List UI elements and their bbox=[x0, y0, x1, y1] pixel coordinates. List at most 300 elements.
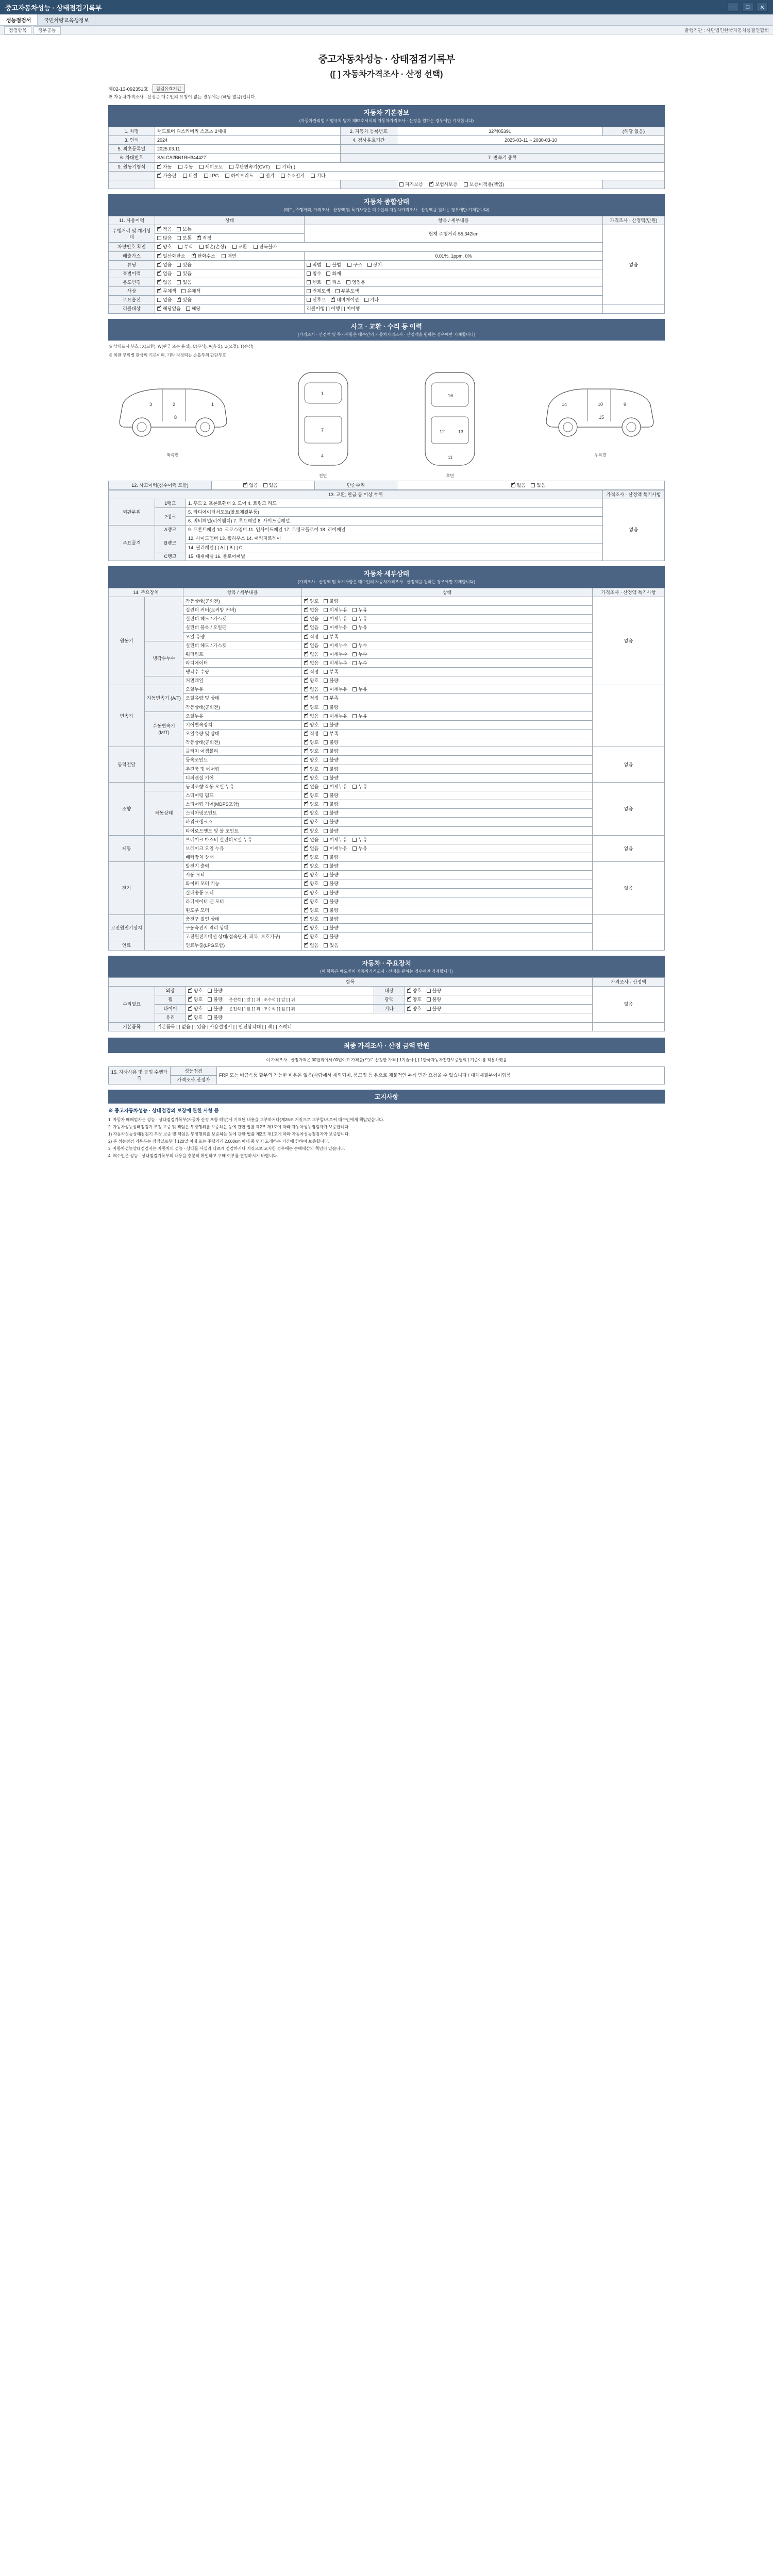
subgroup-label-6-0 bbox=[145, 915, 183, 941]
field-label-no-plate-note: (해당 없음) bbox=[603, 127, 665, 136]
tier-label-1: 1랭크 bbox=[155, 499, 186, 507]
table-row bbox=[109, 853, 665, 862]
header-major-device: 14. 주요장치 bbox=[109, 588, 183, 597]
table-row bbox=[109, 260, 665, 269]
row-label-repair-needed: 수리필요 bbox=[109, 986, 155, 1022]
row-label-options: 주요옵션 bbox=[109, 296, 155, 304]
row-detail-usage-change: 렌트 리스 영업용 bbox=[305, 278, 603, 286]
row-price-overall: 없음 bbox=[603, 225, 665, 304]
table-basic-info bbox=[108, 127, 665, 189]
row-detail-color: 전체도색 부분도색 bbox=[305, 287, 603, 296]
disclosure-p3: 2) 본 성능점검 기록부는 점검일로부터 120일 이내 또는 주행거리 2,000km 이내 중 먼저 도래하는 기간에 한하여 보증합니다. bbox=[108, 1139, 329, 1144]
row-value-color: ✔ 무채색 유채색 bbox=[155, 287, 305, 296]
header-condition-price: 가격조사 · 산정액 bbox=[593, 977, 665, 986]
detail-item-label: 타이로드엔드 및 볼 조인트 bbox=[183, 826, 302, 835]
row-value-simple-repair: ✔ 없음 있음 bbox=[397, 481, 665, 489]
row-detail-special-history: 침수 화재 bbox=[305, 269, 603, 278]
toolbar bbox=[0, 26, 773, 35]
header-condition-items: 항목 bbox=[109, 977, 593, 986]
table-row bbox=[109, 154, 665, 162]
maximize-icon[interactable]: □ bbox=[742, 3, 753, 12]
cell-label-exterior: 외장 bbox=[155, 986, 186, 995]
row-value-special-history: ✔ 없음 있음 bbox=[155, 269, 305, 278]
detail-item-state[interactable]: ✔ 양호 불량 bbox=[302, 871, 593, 879]
detail-item-state[interactable]: ✔ 양호 불량 bbox=[302, 676, 593, 685]
cell-label-window: 유리 bbox=[155, 1013, 186, 1022]
car-view-left-caption: 좌측면 bbox=[166, 452, 179, 457]
detail-item-label: 워터펌프 bbox=[183, 650, 302, 658]
document-body bbox=[108, 52, 665, 1159]
final-price-band: 최종 가격조사 · 산정 금액 만원 bbox=[108, 1038, 665, 1053]
detail-item-state[interactable]: ✔ 양호 불량 bbox=[302, 703, 593, 711]
issue-number: 제02-13-092351호 bbox=[108, 87, 148, 92]
tier-items-b1: 12. 사이드멤버 13. 휠하우스 14. 패키지트레이 bbox=[186, 534, 603, 543]
detail-item-label: 추진축 및 베어링 bbox=[183, 765, 302, 773]
table-row bbox=[109, 818, 665, 826]
subgroup-label-4-0 bbox=[145, 835, 183, 861]
detail-item-state[interactable]: ✔ 적정 부족 bbox=[302, 668, 593, 676]
field-value-inspection-period: 2025-03-11 ~ 2030-03-10 bbox=[397, 136, 665, 145]
subgroup-label-5-0 bbox=[145, 862, 183, 915]
tier-label-a: A랭크 bbox=[155, 526, 186, 534]
subgroup-label-0-2 bbox=[145, 676, 183, 685]
minimize-icon[interactable]: ─ bbox=[728, 3, 739, 12]
table-row bbox=[109, 543, 665, 552]
table-row bbox=[109, 623, 665, 632]
table-row bbox=[109, 738, 665, 747]
section-band-detail bbox=[108, 566, 665, 588]
detail-item-label: 연료누출(LPG포함) bbox=[183, 941, 302, 950]
detail-item-label: 스티어링조인트 bbox=[183, 809, 302, 818]
row-label-accident-history: 12. 사고이력(침수이력 포함) bbox=[109, 481, 212, 489]
car-view-front-caption: 전면 bbox=[318, 473, 327, 478]
svg-text:10: 10 bbox=[597, 401, 603, 407]
svg-text:3: 3 bbox=[149, 401, 153, 407]
detail-item-label: 배력장치 상태 bbox=[183, 853, 302, 862]
section-band-accident bbox=[108, 319, 665, 341]
disclosure-heading: ※ 중고자동차성능 · 상태점검의 보장에 관한 사항 등 bbox=[108, 1108, 219, 1114]
header-detail: 항목 / 세부내용 bbox=[305, 216, 603, 225]
detail-item-state[interactable]: ✔ 양호 불량 bbox=[302, 862, 593, 871]
table-row bbox=[109, 1013, 665, 1022]
detail-item-label: 실린더 헤드 / 가스켓 bbox=[183, 641, 302, 650]
disclosure-p4: 3. 자동차성능상태점검자는 자동차의 성능 · 상태를 사실과 다르게 점검하거나 거짓으로 고지한 경우에는 손해배상의 책임이 있습니다. bbox=[108, 1146, 345, 1151]
table-row bbox=[109, 597, 665, 605]
tier-items-c: 15. 대쉬패널 16. 플로어패널 bbox=[186, 552, 603, 561]
section-title-overall: 자동차 종합상태 bbox=[364, 198, 409, 206]
detail-item-state[interactable]: ✔ 없음 미세누수 누수 bbox=[302, 650, 593, 658]
section-title-accident: 사고 · 교환 · 수리 등 이력 bbox=[351, 323, 422, 330]
table-row bbox=[109, 269, 665, 278]
field-label-car-name: 1. 차명 bbox=[109, 127, 155, 136]
detail-item-state[interactable]: ✔ 없음 미세누수 누수 bbox=[302, 658, 593, 667]
detail-item-state[interactable]: ✔ 없음 미세누수 누수 bbox=[302, 641, 593, 650]
detail-item-label: 작동상태(공회전) bbox=[183, 738, 302, 747]
detail-item-label: 시동 모터 bbox=[183, 871, 302, 879]
detail-item-label: 브레이크 마스터 실린더오일 누유 bbox=[183, 835, 302, 844]
disclosure-p5: 4. 매수인은 성능 · 상태점검기록부의 내용을 충분히 확인하고 구매 여부를 결정하시기 바랍니다. bbox=[108, 1154, 278, 1159]
detail-item-label: 작동상태(공회전) bbox=[183, 597, 302, 605]
detail-item-label: 실린더 헤드 / 가스켓 bbox=[183, 615, 302, 623]
final-price-note: 이 가격조사 · 산정가격은 00협회에서 00법이고 가격을(으)로 산정한 가격 [ 1기술사 ], [ 1한국자동차진단보증협회 ] 기준이를 적용하였음 bbox=[266, 1057, 507, 1062]
table-row bbox=[109, 756, 665, 765]
field-value-car-name: 랜드로버 디스커버리 스포츠 2세대 bbox=[155, 127, 341, 136]
table-row bbox=[109, 765, 665, 773]
table-detail-state bbox=[108, 588, 665, 951]
tier-label-b: B랭크 bbox=[155, 534, 186, 552]
svg-text:11: 11 bbox=[448, 454, 453, 460]
header-item-price: 가격조사 · 산정액 특기사항 bbox=[593, 588, 665, 597]
detail-item-label: 오일 유량 bbox=[183, 632, 302, 641]
svg-text:15: 15 bbox=[598, 414, 604, 420]
row-label-simple-repair: 단순수리 bbox=[315, 481, 397, 489]
car-front-svg bbox=[287, 367, 359, 470]
app-title-bar bbox=[0, 0, 773, 14]
tier-label-2: 2랭크 bbox=[155, 507, 186, 525]
field-value-fuel: ✔가솔린 디젤 LPG 하이브리드 전기 수소전지 기타 bbox=[155, 171, 665, 180]
detail-item-state[interactable]: ✔ 양호 불량 bbox=[302, 888, 593, 897]
row-value-mileage-1: ✔적음 보통 bbox=[155, 225, 305, 234]
detail-item-label: 파워크랭크스 bbox=[183, 818, 302, 826]
detail-item-label: 라디에이터 bbox=[183, 658, 302, 667]
group-label-4: 제동 bbox=[109, 835, 145, 861]
field-label-price-estimate bbox=[603, 180, 665, 189]
subgroup-label-7-0 bbox=[145, 941, 183, 950]
detail-item-state[interactable]: ✔ 양호 불량 bbox=[302, 879, 593, 888]
group-label-2: 동력전달 bbox=[109, 747, 145, 783]
cell-value-window: ✔ 양호 불량 bbox=[186, 1013, 593, 1022]
table-header-row bbox=[109, 977, 665, 986]
field-blank-1 bbox=[341, 145, 665, 154]
detail-item-state[interactable]: ✔ 양호 불량 bbox=[302, 747, 593, 756]
subgroup-label-3-0 bbox=[145, 782, 183, 791]
detail-price-0: 없음 bbox=[593, 597, 665, 685]
header-item-state: 상태 bbox=[302, 588, 593, 597]
row-label-color: 색상 bbox=[109, 287, 155, 296]
detail-item-state[interactable]: ✔ 없음 미세누유 누유 bbox=[302, 685, 593, 694]
field-label-first-reg: 5. 최초등록일 bbox=[109, 145, 155, 154]
detail-item-state[interactable]: ✔ 양호 불량 bbox=[302, 738, 593, 747]
field-value-vin: SALCA2BN1RH344427 bbox=[155, 154, 341, 162]
row-value-options: 없음 ✔ 있음 bbox=[155, 296, 305, 304]
detail-item-state[interactable]: ✔ 양호 불량 bbox=[302, 924, 593, 933]
table-header-row bbox=[109, 588, 665, 597]
sign-note-text: FRP 또는 비금속품 할부의 가능한 비용은 없음(사람에서 제외되며, 품고정 등 용으로 체불적인 부식 민간 요청을 수 있습니다 / 대체재질부여여업품 bbox=[217, 1066, 665, 1084]
row-label-mileage: 주행거리 및 계기상태 bbox=[109, 225, 155, 243]
page-subtitle: ([ ] 자동차가격조사 · 산정 선택) bbox=[330, 70, 443, 79]
tab-performance-report[interactable]: 성능점검서 bbox=[0, 14, 38, 25]
tier-items-1: 1. 후드 2. 프론트휀더 3. 도어 4. 트렁크 리드 bbox=[186, 499, 603, 507]
disclosure-notes bbox=[108, 1108, 665, 1159]
table-row bbox=[109, 676, 665, 685]
detail-item-label: 브레이크 오일 누유 bbox=[183, 844, 302, 853]
accident-note-2: ※ 외판 부위별 판금의 기준이며, 기타 지정되는 손톱부위 판단부호 bbox=[108, 352, 226, 358]
row-label-basic-items: 기본품목 bbox=[109, 1022, 155, 1031]
detail-item-label: 와이퍼 모터 기능 bbox=[183, 879, 302, 888]
svg-text:4: 4 bbox=[321, 453, 324, 459]
table-row bbox=[109, 304, 665, 313]
detail-item-state[interactable]: ✔ 양호 불량 bbox=[302, 906, 593, 914]
disclosure-band: 고지사항 bbox=[108, 1090, 665, 1104]
tab-student-info[interactable]: 국민차량교육생정보 bbox=[38, 14, 95, 25]
table-row bbox=[109, 287, 665, 296]
issuing-org-text: 발행기관 : 사단법인한국자동차품질연합회 bbox=[684, 28, 769, 33]
svg-text:14: 14 bbox=[561, 401, 567, 407]
table-row bbox=[109, 1004, 665, 1013]
detail-item-state[interactable]: ✔ 양호 불량 bbox=[302, 720, 593, 729]
detail-item-label: 작동상태(공회전) bbox=[183, 703, 302, 711]
table-row bbox=[109, 915, 665, 924]
sign-label-estimator: 가격조사·산정자 bbox=[171, 1075, 217, 1084]
accident-note-1: ※ 상태표시 부호 : X(교환), W(판금 또는 용접), C(부식), A(흠집), U(요철), T(손상) bbox=[108, 344, 254, 349]
cell-value-interior: ✔ 양호 불량 bbox=[405, 986, 593, 995]
tier-items-b2: 14. 필러패널 [ ] A [ ] B [ ] C bbox=[186, 543, 603, 552]
detail-item-label: 윈도우 모터 bbox=[183, 906, 302, 914]
detail-item-label: 구동축전지 격리 상태 bbox=[183, 924, 302, 933]
detail-item-state[interactable]: ✔ 없음 있음 bbox=[302, 941, 593, 950]
car-right-svg bbox=[541, 367, 660, 450]
section-sub-accident: (가격조사 · 산정액 및 특기사항은 매수인의 자동차가격조사 · 산정액을 원하는 경우에만 기재합니다) bbox=[297, 332, 476, 337]
table-row bbox=[109, 826, 665, 835]
table-row bbox=[109, 1066, 665, 1075]
issue-note: ※ 자동차가격조사 · 산정은 매수인의 요청이 없는 경우에는 (해당 없음)입니다. bbox=[108, 94, 256, 99]
field-blank-2: 7. 변속기 종류 bbox=[341, 154, 665, 162]
group-label-5: 전기 bbox=[109, 862, 145, 915]
detail-item-state[interactable]: ✔ 양호 불량 bbox=[302, 915, 593, 924]
subgroup-label-1-0: 자동변속기 (A/T) bbox=[145, 685, 183, 711]
field-value-plate-no: 32저05391 bbox=[397, 127, 603, 136]
section-band-basic-info bbox=[108, 105, 665, 127]
detail-item-label: 실내송풍 모터 bbox=[183, 888, 302, 897]
section-band-condition bbox=[108, 956, 665, 977]
table-row bbox=[109, 534, 665, 543]
table-row bbox=[109, 517, 665, 526]
detail-item-state[interactable]: ✔ 적정 부족 bbox=[302, 632, 593, 641]
section-sub-overall: (매도, 주행거리, 가격조사 · 산정액 및 특기사항은 매수인의 자동차가격조사 · 산정액을 원하는 경우에만 기재합니다) bbox=[283, 207, 490, 212]
detail-price-3: 없음 bbox=[593, 782, 665, 835]
tier-items-3: 6. 쿼터패널(리어휀더) 7. 루프패널 8. 사이드실패널 bbox=[186, 517, 603, 526]
header-usage-history: 11. 사용이력 bbox=[109, 216, 155, 225]
table-row bbox=[109, 171, 665, 180]
row-detail-options: 선루프 ✔ 내비게이션 기타 bbox=[305, 296, 603, 304]
header-state: 상태 bbox=[155, 216, 305, 225]
detail-item-label: 실린더 커버(로커암 커버) bbox=[183, 606, 302, 615]
detail-item-state[interactable]: ✔ 양호 불량 bbox=[302, 826, 593, 835]
detail-item-state[interactable]: ✔ 양호 불량 bbox=[302, 853, 593, 862]
detail-item-label: 동력조향 작동 오일 누유 bbox=[183, 782, 302, 791]
detail-item-state[interactable]: ✔ 양호 불량 bbox=[302, 800, 593, 809]
table-row bbox=[109, 791, 665, 800]
cell-value-glass: ✔ 양호 불량 bbox=[405, 995, 593, 1004]
table-overall-state bbox=[108, 216, 665, 314]
table-header-row bbox=[109, 490, 665, 499]
detail-item-state[interactable]: ✔ 양호 불량 bbox=[302, 897, 593, 906]
disclosure-p0: 1. 자동차 매매업자는 성능 · 상태점검기록부(자동차 산정 포함 해당)에 기재된 내용을 교부하거나(제26조 거짓으로 교부할/으로써 매수인에게 책임있습니다. bbox=[108, 1117, 384, 1123]
table-row bbox=[109, 243, 665, 251]
row-price-recall bbox=[603, 304, 665, 313]
table-row bbox=[109, 641, 665, 650]
table-row bbox=[109, 995, 665, 1004]
detail-item-state[interactable]: ✔ 없음 미세누유 누유 bbox=[302, 606, 593, 615]
detail-item-state[interactable]: ✔ 양호 불량 bbox=[302, 756, 593, 765]
table-row bbox=[109, 296, 665, 304]
row-value-recall: ✔ 해당없음 해당 bbox=[155, 304, 305, 313]
section-sub-basic-info: (자동차관리법 시행규칙 별지 제82호서식의 자동차가격조사 · 산정을 원하는 경우에만 기재합니다) bbox=[299, 118, 474, 123]
car-view-right bbox=[541, 367, 660, 458]
table-row bbox=[109, 711, 665, 720]
row-value-vin-check: ✔ 양호 부식 훼손(손상) 교환 판독불가 bbox=[155, 243, 603, 251]
detail-item-label: 커먼레일 bbox=[183, 676, 302, 685]
section-title-basic-info: 자동차 기본정보 bbox=[364, 109, 409, 116]
table-signature bbox=[108, 1066, 665, 1084]
table-row bbox=[109, 481, 665, 489]
svg-text:2: 2 bbox=[173, 401, 176, 407]
header-price: 가격조사 · 산정액(만원) bbox=[603, 216, 665, 225]
row-value-mileage-2: 많음 보통 ✔ 적정 bbox=[155, 234, 305, 243]
detail-item-label: 고전원전기배선 상태(접속단자, 피복, 보호기구) bbox=[183, 933, 302, 941]
field-label-transmission: 9. 원동기형식 bbox=[109, 162, 155, 171]
toolbar-chips bbox=[4, 26, 61, 35]
table-accident-12 bbox=[108, 481, 665, 490]
detail-item-state[interactable]: ✔ 없음 미세누유 누유 bbox=[302, 711, 593, 720]
table-row bbox=[109, 933, 665, 941]
svg-text:13: 13 bbox=[458, 429, 464, 434]
detail-item-label: 냉각수 수량 bbox=[183, 668, 302, 676]
detail-item-state[interactable]: ✔ 없음 미세누유 누유 bbox=[302, 615, 593, 623]
table-row bbox=[109, 773, 665, 782]
detail-item-label: 오일유량 및 상태 bbox=[183, 694, 302, 703]
car-left-svg bbox=[113, 367, 232, 450]
detail-item-label: 디퍼렌셜 기어 bbox=[183, 773, 302, 782]
header-exchange-price: 가격조사 · 산정액 특기사항 bbox=[603, 490, 665, 499]
field-value-transmission: ✔ 자동 수동 세미오토 무단변속기(CVT) 기타( ) bbox=[155, 162, 665, 171]
row-detail-recall: 리콜이행 [ ] 이행 [ ] 미이행 bbox=[305, 304, 603, 313]
detail-item-label: 실린더 블록 / 오일팬 bbox=[183, 623, 302, 632]
app-title: 중고자동차성능 · 상태점검기록부 bbox=[5, 4, 102, 12]
detail-item-state[interactable]: ✔ 양호 불량 bbox=[302, 818, 593, 826]
table-row bbox=[109, 871, 665, 879]
svg-text:8: 8 bbox=[174, 414, 177, 420]
detail-price-7 bbox=[593, 941, 665, 950]
page-title: 중고자동차성능 · 상태점검기록부 bbox=[318, 54, 455, 65]
group-label-frame: 주요골격 bbox=[109, 526, 155, 561]
detail-price-1 bbox=[593, 685, 665, 747]
group-label-3: 조향 bbox=[109, 782, 145, 835]
tier-items-a: 9. 프론트패널 10. 크로스멤버 11. 인사이드패널 17. 트렁크플로어 18. 리어패널 bbox=[186, 526, 603, 534]
detail-price-6 bbox=[593, 915, 665, 941]
field-value-engine-type bbox=[155, 180, 341, 189]
detail-item-state[interactable]: ✔ 없음 미세누유 누유 bbox=[302, 782, 593, 791]
subgroup-label-0-0 bbox=[145, 597, 183, 641]
table-row bbox=[109, 615, 665, 623]
section-title-detail: 자동차 세부상태 bbox=[364, 570, 409, 578]
issue-badge: 점검유효기간 bbox=[153, 84, 185, 93]
disclosure-p1: 2. 자동차성능상태점검기 부정 보증 및 책임은 부정행위를 보증하는 등에 관한 법률 제2조 제1호에 따라 자동차성능점검자가 보증합니다. bbox=[108, 1125, 350, 1130]
section-band-overall bbox=[108, 194, 665, 216]
table-row bbox=[109, 251, 665, 260]
table-row bbox=[109, 127, 665, 136]
detail-price-5: 없음 bbox=[593, 862, 665, 915]
chip-inspection-items[interactable]: 점검항목 bbox=[4, 26, 31, 35]
car-rear-svg bbox=[414, 367, 486, 470]
detail-item-label: 등속조인트 bbox=[183, 756, 302, 765]
detail-item-state[interactable]: ✔ 없음 미세누유 누유 bbox=[302, 835, 593, 844]
detail-item-state[interactable]: ✔ 적정 부족 bbox=[302, 730, 593, 738]
cell-value-tire: ✔ 양호 불량 운전석 [ ] 앞 [ ] 뒤 | 조수석 [ ] 앞 [ ] 뒤 bbox=[186, 1004, 374, 1013]
detail-item-label: 기어변속장치 bbox=[183, 720, 302, 729]
document-page bbox=[0, 35, 773, 1159]
cell-label-etc: 기타 bbox=[374, 1004, 405, 1013]
issue-meta bbox=[108, 84, 665, 93]
row-label-special-history: 특별이력 bbox=[109, 269, 155, 278]
detail-item-state[interactable]: ✔ 양호 불량 bbox=[302, 765, 593, 773]
table-row bbox=[109, 552, 665, 561]
table-row bbox=[109, 507, 665, 516]
field-label-plate-no: 2. 자동차 등록번호 bbox=[341, 127, 397, 136]
svg-text:1: 1 bbox=[211, 401, 214, 407]
svg-text:9: 9 bbox=[623, 401, 626, 407]
condition-price-value: 없음 bbox=[593, 986, 665, 1022]
field-value-warranty: 자가보증 ✔ 보험사보증 보증미적용(책임) bbox=[397, 180, 603, 189]
subgroup-label-2-0 bbox=[145, 747, 183, 783]
row-value-accident-history: ✔ 없음 있음 bbox=[212, 481, 315, 489]
section-title-condition: 자동차 · 주요장치 bbox=[362, 959, 411, 967]
cell-label-interior: 내장 bbox=[374, 986, 405, 995]
detail-item-state[interactable]: ✔ 양호 불량 bbox=[302, 809, 593, 818]
section-sub-condition: (이 항목은 매도인이 자동차가격조사 · 산정을 원하는 경우에만 기재합니다) bbox=[320, 969, 453, 974]
detail-item-label: 발전기 출력 bbox=[183, 862, 302, 871]
detail-item-state[interactable]: ✔ 양호 불량 bbox=[302, 773, 593, 782]
table-row bbox=[109, 879, 665, 888]
table-row bbox=[109, 180, 665, 189]
detail-item-label: 오일누유 bbox=[183, 711, 302, 720]
detail-item-label: 오일유량 및 상태 bbox=[183, 730, 302, 738]
row-value-usage-change: ✔ 없음 있음 bbox=[155, 278, 305, 286]
field-label-engine-type bbox=[109, 180, 155, 189]
row-label-inspection-price: 15. 자사사용 및 공업 수행가격 bbox=[109, 1066, 171, 1084]
exchange-price-value: 없음 bbox=[603, 499, 665, 561]
table-accident-13 bbox=[108, 490, 665, 561]
field-label-year: 3. 연식 bbox=[109, 136, 155, 145]
table-condition bbox=[108, 977, 665, 1031]
detail-item-state[interactable]: ✔ 적정 부족 bbox=[302, 694, 593, 703]
sign-label-inspector: 성능점검 bbox=[171, 1066, 217, 1075]
detail-item-state[interactable]: ✔ 양호 불량 bbox=[302, 597, 593, 605]
table-row bbox=[109, 941, 665, 950]
close-icon[interactable]: ✕ bbox=[757, 3, 768, 12]
car-view-left bbox=[113, 367, 232, 458]
table-row bbox=[109, 136, 665, 145]
table-row bbox=[109, 835, 665, 844]
chip-government-common[interactable]: 정부공통 bbox=[33, 26, 61, 35]
field-label-vin: 6. 차대번호 bbox=[109, 154, 155, 162]
detail-item-state[interactable]: ✔ 없음 미세누유 누유 bbox=[302, 844, 593, 853]
subgroup-label-1-1: 수동변속기 (M/T) bbox=[145, 711, 183, 747]
group-label-0: 원동기 bbox=[109, 597, 145, 685]
table-row bbox=[109, 862, 665, 871]
header-exchange-parts: 13. 교환, 판금 등 이상 부위 bbox=[109, 490, 603, 499]
disclosure-p2: 1) 자동차성능상태점검기 부정 보증 및 책임은 부정행위를 보증하는 등에 관한 법률 제2조 제1호에 따라 자동차성능점검자가 보증합니다. bbox=[108, 1132, 350, 1137]
field-label-fuel bbox=[109, 171, 155, 180]
detail-item-label: 오일누유 bbox=[183, 685, 302, 694]
detail-item-state[interactable]: ✔ 양호 불량 bbox=[302, 933, 593, 941]
table-row bbox=[109, 844, 665, 853]
detail-item-state[interactable]: ✔ 없음 미세누유 누유 bbox=[302, 623, 593, 632]
cell-label-glass: 광택 bbox=[374, 995, 405, 1004]
detail-item-state[interactable]: ✔ 양호 불량 bbox=[302, 791, 593, 800]
table-row bbox=[109, 906, 665, 914]
table-row bbox=[109, 526, 665, 534]
